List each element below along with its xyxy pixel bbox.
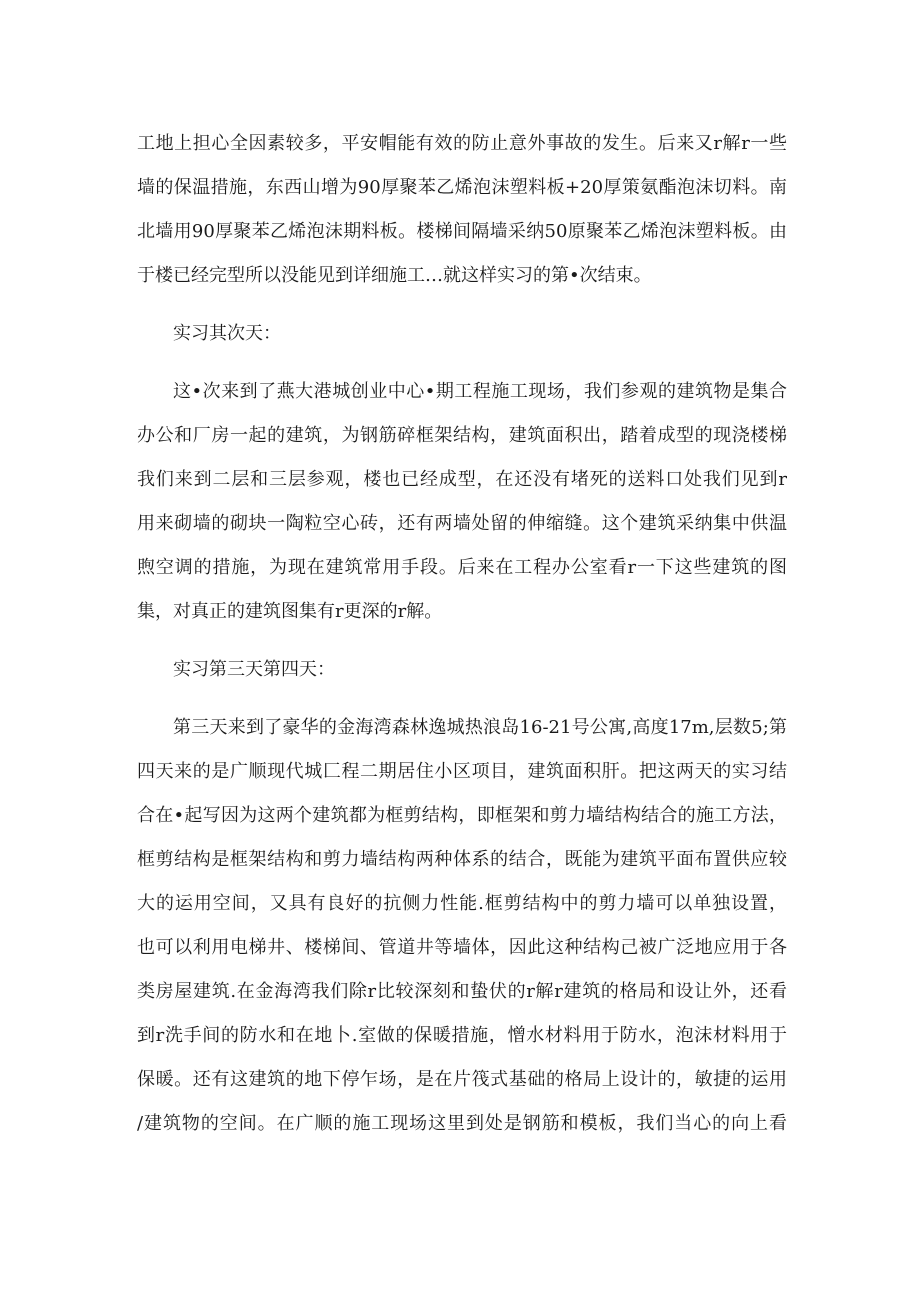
text-line: 到r洗手间的防水和在地卜.室做的保暖措施，憎水材料用于防水，泡沫材料用于 <box>137 1025 787 1046</box>
text-line: 框剪结构是框架结构和剪力墙结构两种体系的结合，既能为建筑平面布置供应较 <box>137 849 787 870</box>
text-line: 合在•起写因为这两个建筑都为框剪结构，即框架和剪力墙结构结合的施工方法， <box>137 805 787 826</box>
text-line: 四天来的是广顺现代城匚程二期居住小区项目，建筑面积肝。把这两天的实习结 <box>137 761 787 782</box>
text-line: 北墙用90厚聚苯乙烯泡沫期料板。楼梯间隔墙采纳50原聚苯乙烯泡沫塑料板。由 <box>137 221 787 242</box>
text-line: 工地上担心全因素较多，平安帽能有效的防止意外事故的发生。后来又r解r一些 <box>137 133 787 154</box>
paragraph-gap <box>137 634 787 648</box>
text-line: 用来砌墙的砌块一陶粒空心砖，还有两墙处留的伸缩缝。这个建筑采纳集中供温 <box>137 513 787 534</box>
text-line: /建筑物的空间。在广顺的施工现场这里到处是钢筋和模板，我们当心的向上看 <box>137 1113 787 1134</box>
text-line: 也可以利用电梯井、楼梯间、管道井等墙体，因此这种结构己被广泛地应用于各 <box>137 937 787 958</box>
section-heading-day2: 实习其次天： <box>173 323 281 344</box>
paragraph-gap <box>137 356 787 370</box>
paragraph <box>137 122 787 298</box>
text-line: 集，对真正的建筑图集有r更深的r解。 <box>137 601 443 622</box>
text-line: 保暖。还有这建筑的地下停乍场，是在片筏式基础的格局上设计的，敏捷的运用 <box>137 1069 787 1090</box>
text-line: 类房屋建筑.在金海湾我们除r比较深刻和蛰伏的r解r建筑的格局和设让外，还看 <box>137 981 787 1002</box>
document-body <box>137 122 787 1146</box>
paragraph <box>137 370 787 634</box>
paragraph-gap <box>137 298 787 312</box>
text-line: 我们来到二层和三层参观，楼也已经成型，在还没有堵死的送料口处我们见到r <box>137 469 787 490</box>
paragraph-gap <box>137 692 787 706</box>
text-line: 墙的保温措施，东西山增为90厚聚苯乙烯泡沫塑料板+20厚策氨酯泡沫切料。南 <box>137 177 787 198</box>
text-line: 第三天来到了豪华的金海湾森林逸城热浪岛16-21号公寓,高度17m,层数5;第 <box>173 717 787 738</box>
text-line: 煦空调的措施，为现在建筑常用手段。后来在工程办公室看r一下这些建筑的图 <box>137 557 787 578</box>
text-line: 大的运用空间，又具有良好的抗侧力性能.框剪结构中的剪力墙可以单独设置， <box>137 893 787 914</box>
text-line: 办公和厂房一起的建筑，为钢筋碎框架结构，建筑面积出，踏着成型的现浇楼梯 <box>137 425 787 446</box>
section-heading-day34: 实习第三天第四天： <box>173 659 335 680</box>
text-line: 于楼已经完型所以没能见到详细施工…就这样实习的第•次结束。 <box>137 265 652 286</box>
text-line: 这•次来到了燕大港城创业中心•期工程施工现场，我们参观的建筑物是集合 <box>173 381 787 402</box>
paragraph <box>137 706 787 1146</box>
